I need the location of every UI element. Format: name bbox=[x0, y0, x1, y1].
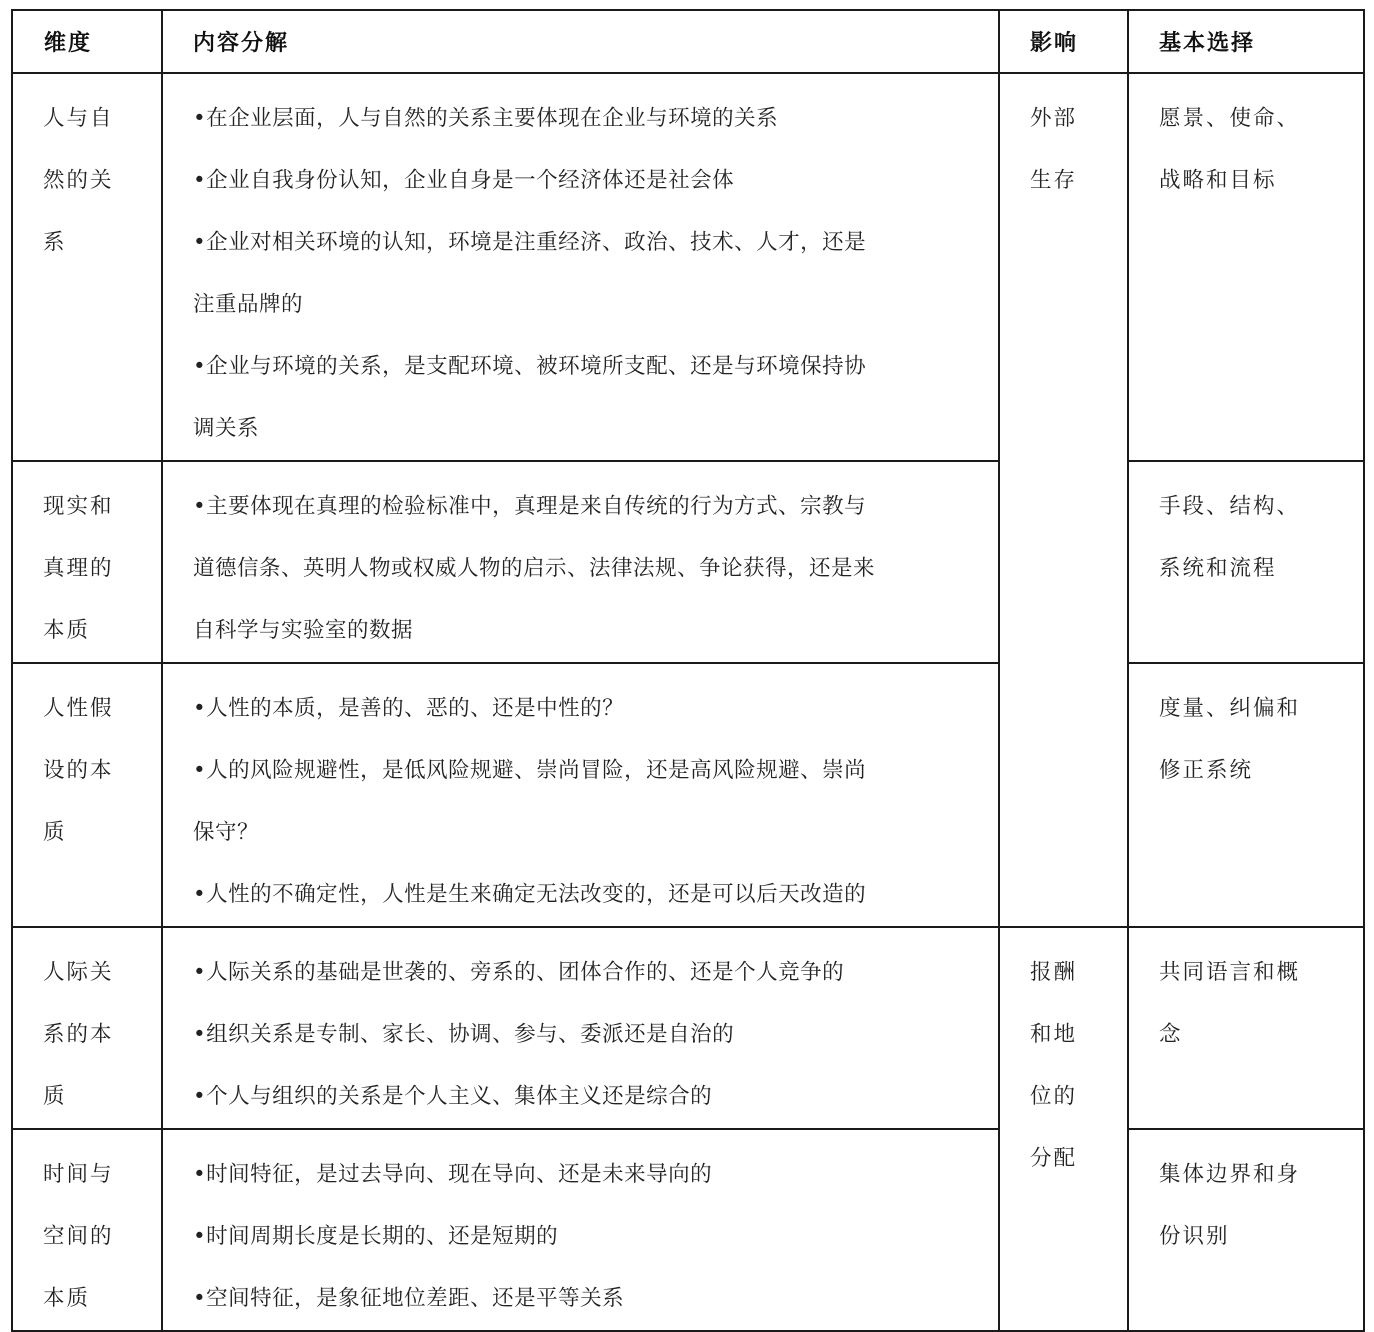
choice-line: 共同语言和概 bbox=[1159, 960, 1301, 985]
dimension-line: 质 bbox=[43, 1084, 67, 1109]
content-cell bbox=[162, 1129, 999, 1331]
choice-cell bbox=[1128, 461, 1364, 663]
content-line: •组织关系是专制、家长、协调、参与、委派还是自治的 bbox=[193, 1022, 735, 1047]
dimension-line: 人性假 bbox=[43, 696, 114, 721]
content-line: 调关系 bbox=[193, 416, 260, 441]
content-line: •人性的本质，是善的、恶的、还是中性的？ bbox=[193, 696, 625, 721]
header-content: 内容分解 bbox=[162, 10, 999, 73]
table-row bbox=[12, 927, 1364, 1129]
dimension-cell bbox=[12, 663, 162, 927]
dimension-line: 人与自 bbox=[43, 106, 114, 131]
impact-line: 外部 bbox=[1030, 106, 1078, 131]
dimension-line: 现实和 bbox=[43, 494, 114, 519]
culture-dimensions-table bbox=[11, 9, 1365, 1332]
table-row bbox=[12, 1129, 1364, 1331]
dimension-cell bbox=[12, 927, 162, 1129]
impact-line: 报酬 bbox=[1030, 960, 1078, 985]
dimension-line: 然的关 bbox=[43, 168, 114, 193]
content-line: •人的风险规避性，是低风险规避、崇尚冒险，还是高风险规避、崇尚 bbox=[193, 758, 867, 783]
table-row bbox=[12, 663, 1364, 927]
content-cell bbox=[162, 663, 999, 927]
content-line: •企业自我身份认知，企业自身是一个经济体还是社会体 bbox=[193, 168, 735, 193]
choice-line: 手段、结构、 bbox=[1159, 494, 1301, 519]
dimension-line: 人际关 bbox=[43, 960, 114, 985]
content-line: •人性的不确定性，人性是生来确定无法改变的，还是可以后天改造的 bbox=[193, 882, 867, 907]
content-line: •个人与组织的关系是个人主义、集体主义还是综合的 bbox=[193, 1084, 713, 1109]
impact-line: 位的 bbox=[1030, 1084, 1078, 1109]
choice-line: 愿景、使命、 bbox=[1159, 106, 1301, 131]
choice-line: 修正系统 bbox=[1159, 758, 1254, 783]
dimension-line: 真理的 bbox=[43, 556, 114, 581]
content-line: •时间周期长度是长期的、还是短期的 bbox=[193, 1224, 559, 1249]
table-header-row bbox=[12, 10, 1364, 73]
content-line: 道德信条、英明人物或权威人物的启示、法律法规、争论获得，还是来 bbox=[193, 556, 876, 581]
dimension-cell bbox=[12, 1129, 162, 1331]
choice-line: 念 bbox=[1159, 1022, 1183, 1047]
table-row bbox=[12, 461, 1364, 663]
choice-cell bbox=[1128, 73, 1364, 461]
dimension-line: 空间的 bbox=[43, 1224, 114, 1249]
dimension-line: 系 bbox=[43, 230, 67, 255]
content-cell bbox=[162, 927, 999, 1129]
choice-line: 系统和流程 bbox=[1159, 556, 1277, 581]
dimension-line: 本质 bbox=[43, 618, 91, 643]
content-line: •在企业层面，人与自然的关系主要体现在企业与环境的关系 bbox=[193, 106, 779, 131]
content-line: 自科学与实验室的数据 bbox=[193, 618, 414, 643]
choice-line: 份识别 bbox=[1159, 1224, 1230, 1249]
content-line: •企业对相关环境的认知，环境是注重经济、政治、技术、人才，还是 bbox=[193, 230, 867, 255]
dimension-line: 本质 bbox=[43, 1286, 91, 1311]
impact-line: 和地 bbox=[1030, 1022, 1078, 1047]
content-cell bbox=[162, 461, 999, 663]
dimension-line: 质 bbox=[43, 820, 67, 845]
table-row bbox=[12, 73, 1364, 461]
choice-line: 战略和目标 bbox=[1159, 168, 1277, 193]
content-line: 注重品牌的 bbox=[193, 292, 304, 317]
dimension-cell bbox=[12, 461, 162, 663]
content-line: •时间特征，是过去导向、现在导向、还是未来导向的 bbox=[193, 1162, 713, 1187]
choice-line: 集体边界和身 bbox=[1159, 1162, 1301, 1187]
header-dimension: 维度 bbox=[12, 10, 162, 73]
impact-cell bbox=[999, 73, 1128, 927]
header-impact: 影响 bbox=[999, 10, 1128, 73]
impact-cell bbox=[999, 927, 1128, 1331]
header-choice: 基本选择 bbox=[1128, 10, 1364, 73]
content-line: 保守？ bbox=[193, 820, 260, 845]
choice-cell bbox=[1128, 663, 1364, 927]
dimension-line: 时间与 bbox=[43, 1162, 114, 1187]
impact-line: 分配 bbox=[1030, 1146, 1078, 1171]
content-line: •主要体现在真理的检验标准中，真理是来自传统的行为方式、宗教与 bbox=[193, 494, 867, 519]
dimension-line: 系的本 bbox=[43, 1022, 114, 1047]
dimension-cell bbox=[12, 73, 162, 461]
content-line: •空间特征，是象征地位差距、还是平等关系 bbox=[193, 1286, 625, 1311]
content-cell bbox=[162, 73, 999, 461]
choice-line: 度量、纠偏和 bbox=[1159, 696, 1301, 721]
choice-cell bbox=[1128, 1129, 1364, 1331]
choice-cell bbox=[1128, 927, 1364, 1129]
dimension-line: 设的本 bbox=[43, 758, 114, 783]
impact-line: 生存 bbox=[1030, 168, 1078, 193]
content-line: •人际关系的基础是世袭的、旁系的、团体合作的、还是个人竞争的 bbox=[193, 960, 845, 985]
content-line: •企业与环境的关系，是支配环境、被环境所支配、还是与环境保持协 bbox=[193, 354, 867, 379]
